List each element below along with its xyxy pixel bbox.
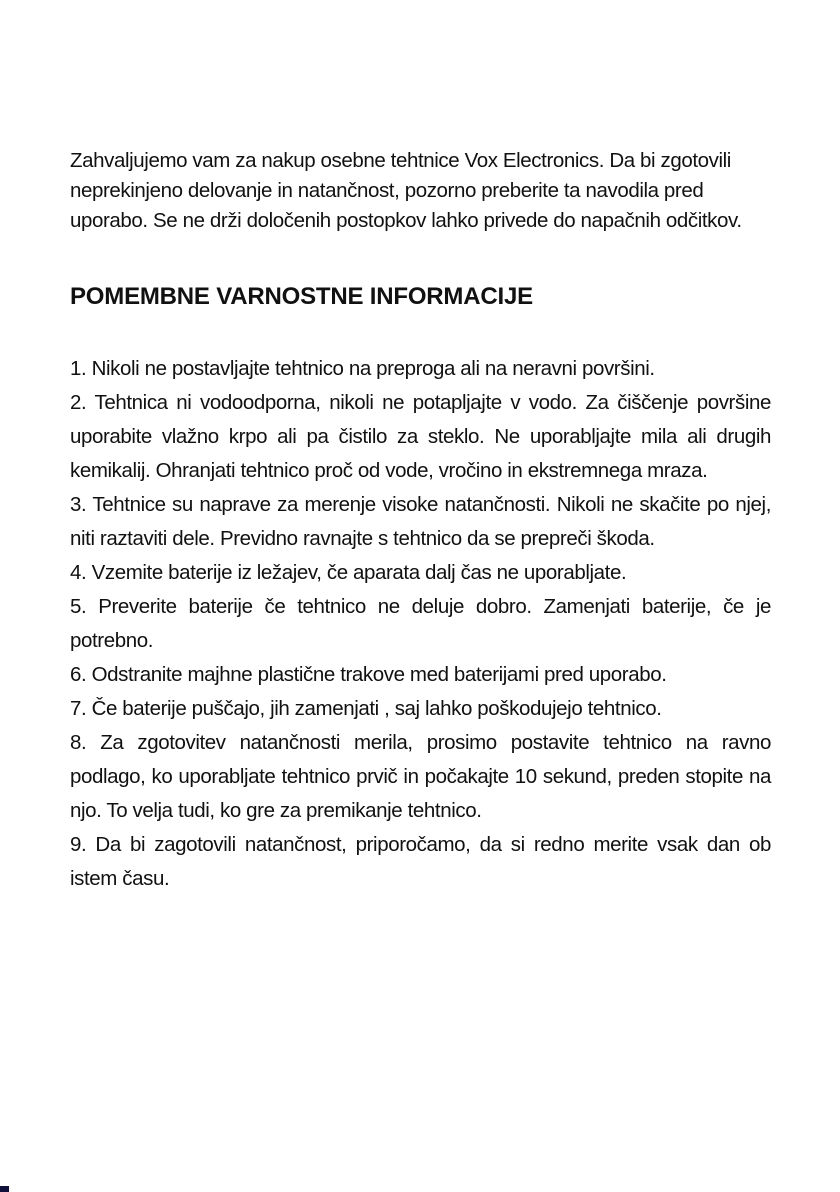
safety-item-6: 6. Odstranite majhne plastične trakove med baterijami pred uporabo. xyxy=(70,663,667,686)
safety-instructions-list xyxy=(70,352,771,896)
safety-item-5: 5. Preverite baterije če tehtnico ne deluje dobro. Zamenjati baterije, če je potrebno. xyxy=(70,595,771,652)
safety-item-3: 3. Tehtnice su naprave za merenje visoke natančnosti. Nikoli ne skačite po njej, niti raztaviti dele. Previdno ravnajte s tehtnico da se prepreči škoda. xyxy=(70,493,771,550)
intro-paragraph: Zahvaljujemo vam za nakup osebne tehtnice Vox Electronics. Da bi zgotovili neprekinjeno delovanje in natančnost, pozorno preberite ta navodila pred uporabo. Se ne drži določenih postopkov lahko privede do napačnih odčitkov. xyxy=(70,149,742,232)
scan-artifact-mark xyxy=(0,1186,9,1192)
safety-item-1: 1. Nikoli ne postavljajte tehtnico na preproga ali na neravni površini. xyxy=(70,357,655,380)
safety-item-2: 2. Tehtnica ni vodoodporna, nikoli ne potapljajte v vodo. Za čiščenje površine uporabite vlažno krpo ali pa čistilo za steklo. Ne uporabljajte mila ali drugih kemikalij. Ohranjati tehtnico proč od vode, vročino in ekstremnega mraza. xyxy=(70,391,771,482)
page-content xyxy=(70,0,771,896)
section-heading: POMEMBNE VARNOSTNE INFORMACIJE xyxy=(70,283,533,310)
safety-item-9: 9. Da bi zagotovili natančnost, priporočamo, da si redno merite vsak dan ob istem času. xyxy=(70,833,771,890)
safety-item-7: 7. Če baterije puščajo, jih zamenjati , saj lahko poškodujejo tehtnico. xyxy=(70,697,662,720)
safety-item-8: 8. Za zgotovitev natančnosti merila, prosimo postavite tehtnico na ravno podlago, ko uporabljate tehtnico prvič in počakajte 10 sekund, preden stopite na njo. To velja tudi, ko gre za premikanje tehtnico. xyxy=(70,731,771,822)
safety-item-4: 4. Vzemite baterije iz ležajev, če aparata dalj čas ne uporabljate. xyxy=(70,561,627,584)
